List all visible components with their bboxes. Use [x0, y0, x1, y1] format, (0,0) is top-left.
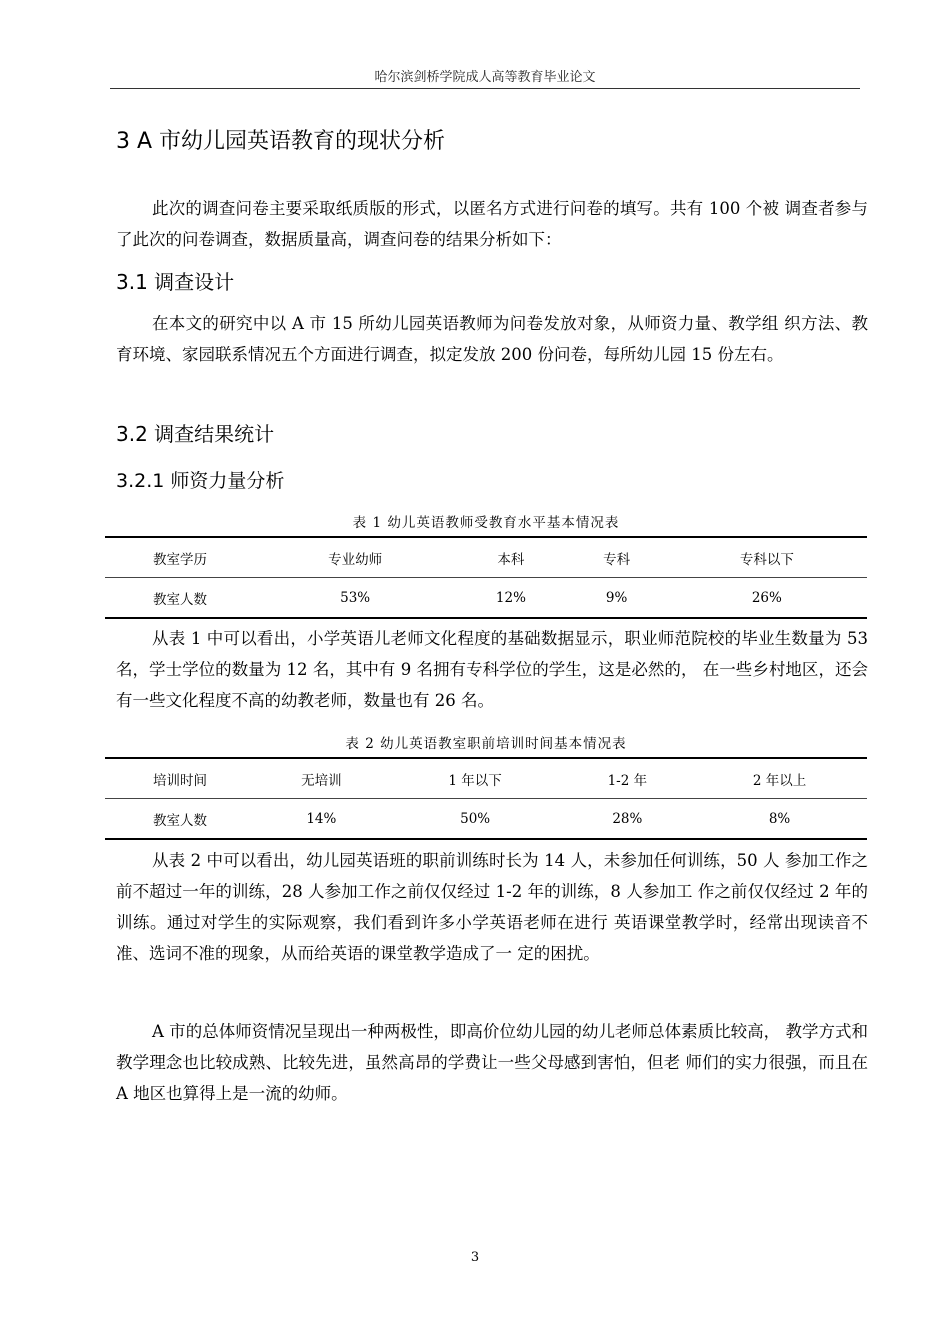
table-cell: 教室人数: [105, 578, 255, 619]
table1-caption: 表 1 幼儿英语教师受教育水平基本情况表: [352, 515, 620, 531]
table-header-cell: 培训时间: [105, 758, 255, 799]
table-header-cell: 2 年以上: [692, 758, 867, 799]
table-cell: 26%: [667, 578, 867, 619]
table2-header-row: [105, 758, 867, 799]
table-cell: 12%: [455, 578, 566, 619]
table-header-cell: 教室学历: [105, 537, 255, 578]
header-divider: [110, 88, 860, 89]
table-cell: 50%: [388, 799, 563, 840]
table1-data-row: [105, 578, 867, 619]
table-cell: 8%: [692, 799, 867, 840]
section-title: 3 A 市幼儿园英语教育的现状分析: [116, 129, 446, 154]
table2-analysis-paragraph: 从表 2 中可以看出，幼儿园英语班的职前训练时长为 14 人，未参加任何训练，50 人 参加工作之前不超过一年的训练，28 人参加工作之前仅仅经过 1-2 年的训练，8 人参加工 作之前仅仅经过 2 年的训练。通过对学生的实际观察，我们看到许多小学英语老师在进行 英语课堂教学时，经常出现读音不准、选词不准的现象，从而给英语的课堂教学造成了一 定的困扰。: [116, 851, 868, 963]
intro-paragraph: 此次的调查问卷主要采取纸质版的形式，以匿名方式进行问卷的填写。共有 100 个被 调查者参与了此次的问卷调查，数据质量高，调查问卷的结果分析如下：: [116, 199, 868, 249]
survey-design-paragraph: 在本文的研究中以 A 市 15 所幼儿园英语教师为问卷发放对象，从师资力量、教学组 织方法、教育环境、家园联系情况五个方面进行调查，拟定发放 200 份问卷，每所幼儿园 15 份左右。: [116, 314, 868, 364]
page-number: 3: [470, 1250, 480, 1265]
running-header: 哈尔滨剑桥学院成人高等教育毕业论文: [374, 70, 596, 85]
table-header-cell: 无培训: [255, 758, 388, 799]
subsection-3-2-1-title: 3.2.1 师资力量分析: [116, 470, 285, 492]
table1: [105, 536, 867, 619]
subsection-3-1-title: 3.1 调查设计: [116, 270, 235, 294]
table-header-cell: 专业幼师: [255, 537, 455, 578]
subsection-3-2-title: 3.2 调查结果统计: [116, 422, 275, 446]
conclusion-paragraph: A 市的总体师资情况呈现出一种两极性，即高价位幼儿园的幼儿老师总体素质比较高， 教学方式和教学理念也比较成熟、比较先进，虽然高昂的学费让一些父母感到害怕，但老 师们的实力很强，而且在 A 地区也算得上是一流的幼师。: [116, 1022, 868, 1103]
table-cell: 53%: [255, 578, 455, 619]
table-header-cell: 1-2 年: [563, 758, 693, 799]
table1-header-row: [105, 537, 867, 578]
table-cell: 28%: [563, 799, 693, 840]
table-header-cell: 本科: [455, 537, 566, 578]
table-header-cell: 专科以下: [667, 537, 867, 578]
table2-caption: 表 2 幼儿英语教室职前培训时间基本情况表: [345, 736, 627, 752]
table-header-cell: 专科: [567, 537, 667, 578]
table-cell: 教室人数: [105, 799, 255, 840]
table-cell: 14%: [255, 799, 388, 840]
table2-data-row: [105, 799, 867, 840]
table-cell: 9%: [567, 578, 667, 619]
table2: [105, 757, 867, 840]
table-header-cell: 1 年以下: [388, 758, 563, 799]
table1-analysis-paragraph: 从表 1 中可以看出，小学英语儿老师文化程度的基础数据显示，职业师范院校的毕业生数量为 53 名，学士学位的数量为 12 名，其中有 9 名拥有专科学位的学生，这是必然的， 在一些乡村地区，还会有一些文化程度不高的幼教老师，数量也有 26 名。: [116, 629, 868, 710]
